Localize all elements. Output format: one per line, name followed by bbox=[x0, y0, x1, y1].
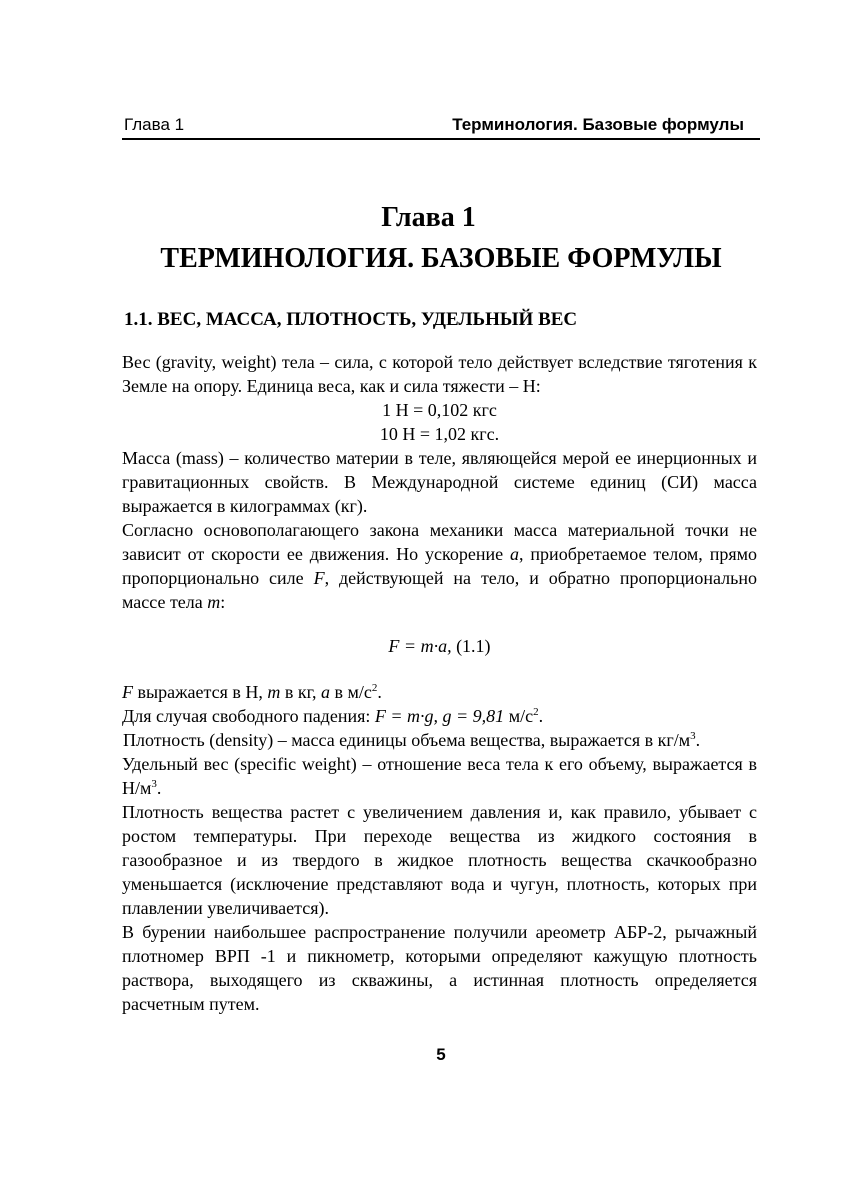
equation-1: 1 Н = 0,102 кгс bbox=[382, 400, 497, 420]
equation-2: 10 Н = 1,02 кгс. bbox=[379, 424, 500, 444]
free-fall-sup: 2 bbox=[533, 706, 539, 718]
paragraph-density-change: Плотность вещества растет с увеличением давления и, как правило, убывает с ростом температуры. При переходе вещества из жидкого состояния в газообразное и из твердого в жидкое плотность вещества скачкообразно уменьшается (исключение представляют вода и чугун, плотность, которых при плавлении увеличивается). bbox=[122, 802, 757, 918]
law-text-4: : bbox=[220, 592, 226, 612]
var-a: a bbox=[510, 544, 520, 564]
formula-newton: F = m·a, bbox=[388, 636, 452, 656]
units-text-3: в м/с bbox=[329, 682, 372, 702]
law-text-2: , приобретаемое телом, прямо пропорционально силе bbox=[122, 544, 757, 588]
paragraph-drilling: В бурении наибольшее распространение получили ареометр АБР-2, рычажный плотномер ВРП -1 и пикнометр, которыми определяют кажущую плотность раствора, выходящего из скважины, а истинная плотность определяется расчетным путем. bbox=[122, 922, 757, 1014]
section-title: 1.1. ВЕС, МАССА, ПЛОТНОСТЬ, УДЕЛЬНЫЙ ВЕС bbox=[124, 309, 578, 330]
paragraph-specific-weight bbox=[122, 752, 757, 800]
units-var-m: m bbox=[267, 682, 281, 702]
units-var-a: a bbox=[320, 682, 330, 702]
header-chapter-label: Глава 1 bbox=[124, 115, 185, 134]
paragraph-weight bbox=[122, 350, 757, 398]
paragraph-mass: Масса (mass) – количество материи в теле, являющейся мерой ее инерционных и гравитационных свойств. В Международной системе единиц (СИ) масса выражается в килограммах (кг). bbox=[122, 448, 757, 516]
paragraph-density bbox=[122, 728, 757, 752]
law-text-1: Согласно основополагающего закона механики масса материальной точки не зависит от скорости ее движения. Но ускорение bbox=[122, 520, 757, 564]
paragraph-weight-text: Вес (gravity, weight) тела – сила, с которой тело действует вследствие тяготения к Земле на опору. Единица веса, как и сила тяжести – Н: bbox=[122, 352, 757, 396]
density-text-2: . bbox=[695, 730, 701, 750]
chapter-title: ТЕРМИНОЛОГИЯ. БАЗОВЫЕ ФОРМУЛЫ bbox=[160, 243, 722, 274]
var-F: F bbox=[313, 568, 325, 588]
body-text bbox=[122, 350, 757, 1016]
density-sup: 3 bbox=[690, 730, 696, 742]
var-m: m bbox=[207, 592, 221, 612]
units-text-1: выражается в Н, bbox=[133, 682, 268, 702]
paragraph-law bbox=[122, 518, 757, 614]
free-fall-text-2: м/с bbox=[504, 706, 534, 726]
specific-weight-sup: 3 bbox=[151, 778, 157, 790]
law-text-3: , действующей на тело, и обратно пропорционально массе тела bbox=[122, 568, 758, 612]
header-chapter-title: Терминология. Базовые формулы bbox=[452, 115, 744, 134]
page-number: 5 bbox=[436, 1045, 446, 1064]
units-text-2: в кг, bbox=[280, 682, 321, 702]
units-var-F: F bbox=[122, 682, 133, 702]
chapter-number: Глава 1 bbox=[381, 202, 476, 233]
specific-weight-text-2: . bbox=[156, 778, 162, 798]
paragraph-units bbox=[122, 680, 757, 704]
formula-1-1 bbox=[122, 626, 757, 666]
formula-number: (1.1) bbox=[456, 636, 491, 656]
units-sup: 2 bbox=[371, 682, 378, 694]
units-text-4: . bbox=[377, 682, 382, 702]
free-fall-text-3: . bbox=[538, 706, 544, 726]
density-text-1: Плотность (density) – масса единицы объема вещества, выражается в кг/м bbox=[123, 730, 691, 750]
free-fall-formula: F = m·g, g = 9,81 bbox=[374, 706, 505, 726]
running-header bbox=[122, 114, 760, 140]
paragraph-free-fall bbox=[122, 704, 757, 728]
free-fall-text-1: Для случая свободного падения: bbox=[122, 706, 375, 726]
specific-weight-text-1: Удельный вес (specific weight) – отношение веса тела к его объему, выражается в Н/м bbox=[122, 754, 757, 798]
